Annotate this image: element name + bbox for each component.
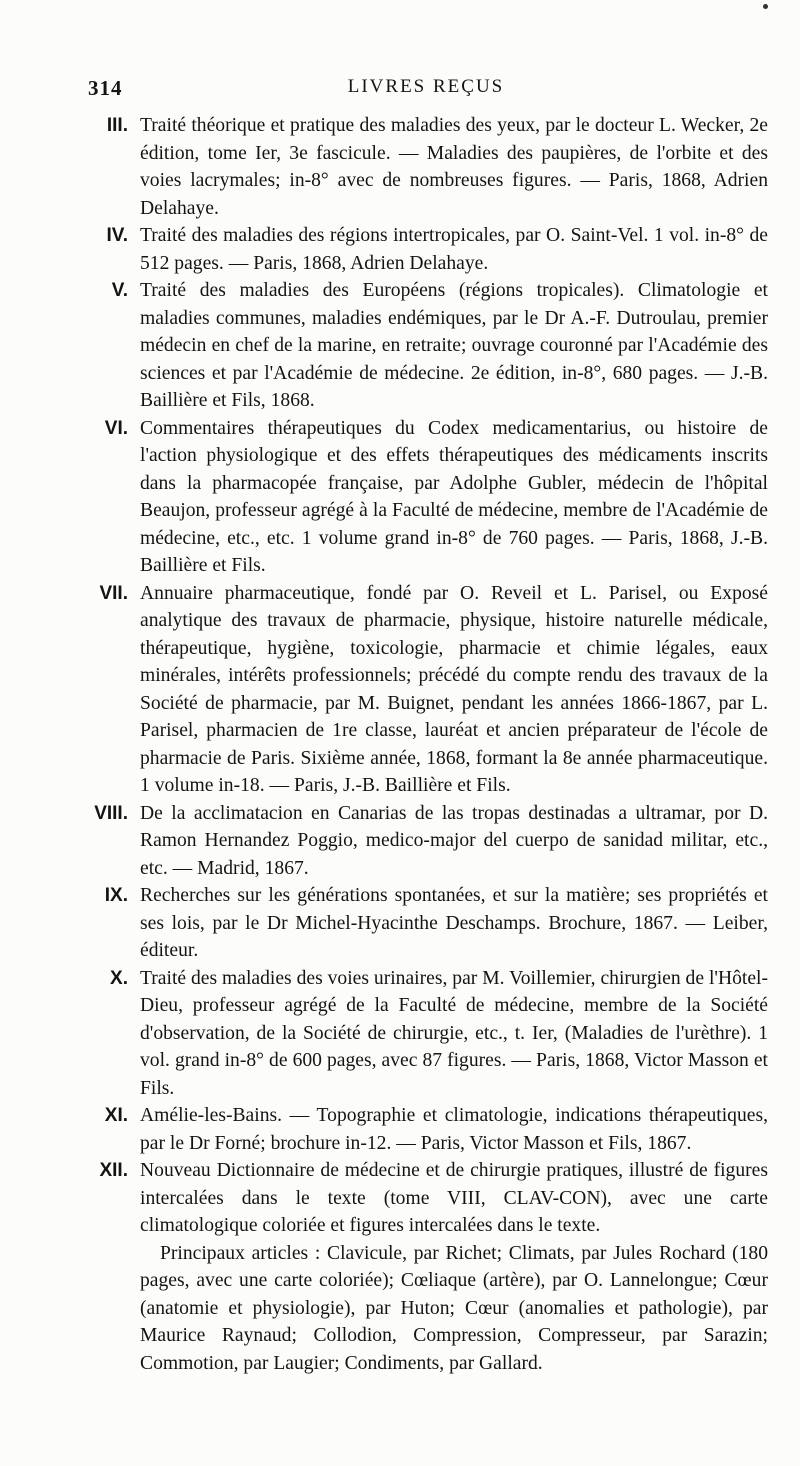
list-item (88, 800, 768, 883)
item-text: Nouveau Dictionnaire de médecine et de chirurgie pratiques, illustré de figures intercalées dans le texte (tome VIII, CLAV-CON), avec une carte climatologique coloriée et figures intercalées dans le texte. (140, 1160, 768, 1236)
running-title: LIVRES REÇUS (347, 76, 505, 97)
item-number: XII. (99, 1160, 128, 1181)
item-text: Recherches sur les générations spontanées, et sur la matière; ses propriétés et ses lois, par le Dr Michel-Hyacinthe Deschamps. Brochure, 1867. — Leiber, éditeur. (140, 885, 768, 961)
ink-speck (763, 4, 768, 9)
list-item (88, 580, 768, 800)
list-item (88, 112, 768, 222)
item-number: VII. (99, 582, 128, 604)
item-text: Traité des maladies des voies urinaires, par M. Voillemier, chirurgien de l'Hôtel-Dieu, professeur agrégé de la Faculté de médecine, membre de la Société d'observation, de la Société de chirurgie, etc., t. Ier, (Maladies de l'urèthre). 1 vol. grand in-8° de 600 pages, avec 87 figures. — Paris, 1868, Victor Masson et Fils. (140, 967, 768, 1099)
list-item (88, 1157, 768, 1240)
list-item (88, 1102, 768, 1157)
item-number: X. (110, 967, 128, 989)
item-text: De la acclimatacion en Canarias de las tropas destinadas a ultramar, por D. Ramon Hernandez Poggio, medico-major del cuerpo de sanidad militar, etc., etc. — Madrid, 1867. (140, 802, 768, 879)
item-text: Commentaires thérapeutiques du Codex medicamentarius, ou histoire de l'action physiologique et des effets thérapeutiques des médicaments inscrits dans la pharmacopée française, par Adolphe Gubler, médecin de l'hôpital Beaujon, professeur agrégé à la Faculté de médecine, membre de l'Académie de médecine, etc., etc. 1 volume grand in-8° de 760 pages. — Paris, 1868, J.-B. Baillière et Fils. (140, 417, 768, 576)
item-text: Traité des maladies des Européens (régions tropicales). Climatologie et maladies communes, maladies endémiques, par le Dr A.-F. Dutroulau, premier médecin en chef de la marine, en retraite; ouvrage couronné par l'Académie des sciences et par l'Académie de médecine. 2e édition, in-8°, 680 pages. — J.-B. Baillière et Fils, 1868. (140, 280, 768, 411)
item-text: Amélie-les-Bains. — Topographie et climatologie, indications thérapeutiques, par le Dr Forné; brochure in-12. — Paris, Victor Masson et Fils, 1867. (140, 1105, 768, 1154)
page-number: 314 (88, 76, 123, 100)
item-number: XI. (104, 1105, 128, 1126)
item-number: V. (111, 280, 128, 301)
item-number: IX. (104, 885, 128, 906)
list-item (88, 222, 768, 277)
item-text: Annuaire pharmaceutique, fondé par O. Reveil et L. Parisel, ou Exposé analytique des travaux de pharmacie, physique, histoire naturelle médicale, thérapeutique, hygiène, toxicologie, pharmacie et chimie légales, eaux minérales, intérêts professionnels; précédé du compte rendu des travaux de la Société de pharmacie, par M. Buignet, pendant les années 1866-1867, par L. Parisel, pharmacien de 1re classe, lauréat et ancien préparateur de l'école de pharmacie de Paris. Sixième année, 1868, formant la 8e année pharmaceutique. 1 volume in-18. — Paris, J.-B. Baillière et Fils. (140, 582, 768, 796)
item-number: III. (106, 115, 128, 136)
book-list (88, 112, 768, 1377)
list-item-continuation: Principaux articles : Clavicule, par Richet; Climats, par Jules Rochard (180 pages, avec une carte coloriée); Cœliaque (artère), par O. Lannelongue; Cœur (anatomie et physiologie), par Huton; Cœur (anomalies et pathologie), par Maurice Raynaud; Collodion, Compression, Compresseur, par Sarazin; Commotion, par Laugier; Condiments, par Gallard. (140, 1242, 768, 1374)
item-number: VIII. (94, 802, 128, 824)
page-header (88, 76, 764, 106)
item-number: VI. (104, 417, 128, 439)
list-item (88, 415, 768, 580)
item-number: IV. (106, 225, 128, 246)
item-text: Traité théorique et pratique des maladies des yeux, par le docteur L. Wecker, 2e édition, tome Ier, 3e fascicule. — Maladies des paupières, de l'orbite et des voies lacrymales; in-8° avec de nombreuses figures. — Paris, 1868, Adrien Delahaye. (140, 115, 768, 219)
list-item (88, 882, 768, 965)
list-item (88, 277, 768, 415)
list-item (88, 965, 768, 1103)
item-text: Traité des maladies des régions intertropicales, par O. Saint-Vel. 1 vol. in-8° de 512 pages. — Paris, 1868, Adrien Delahaye. (140, 225, 768, 274)
